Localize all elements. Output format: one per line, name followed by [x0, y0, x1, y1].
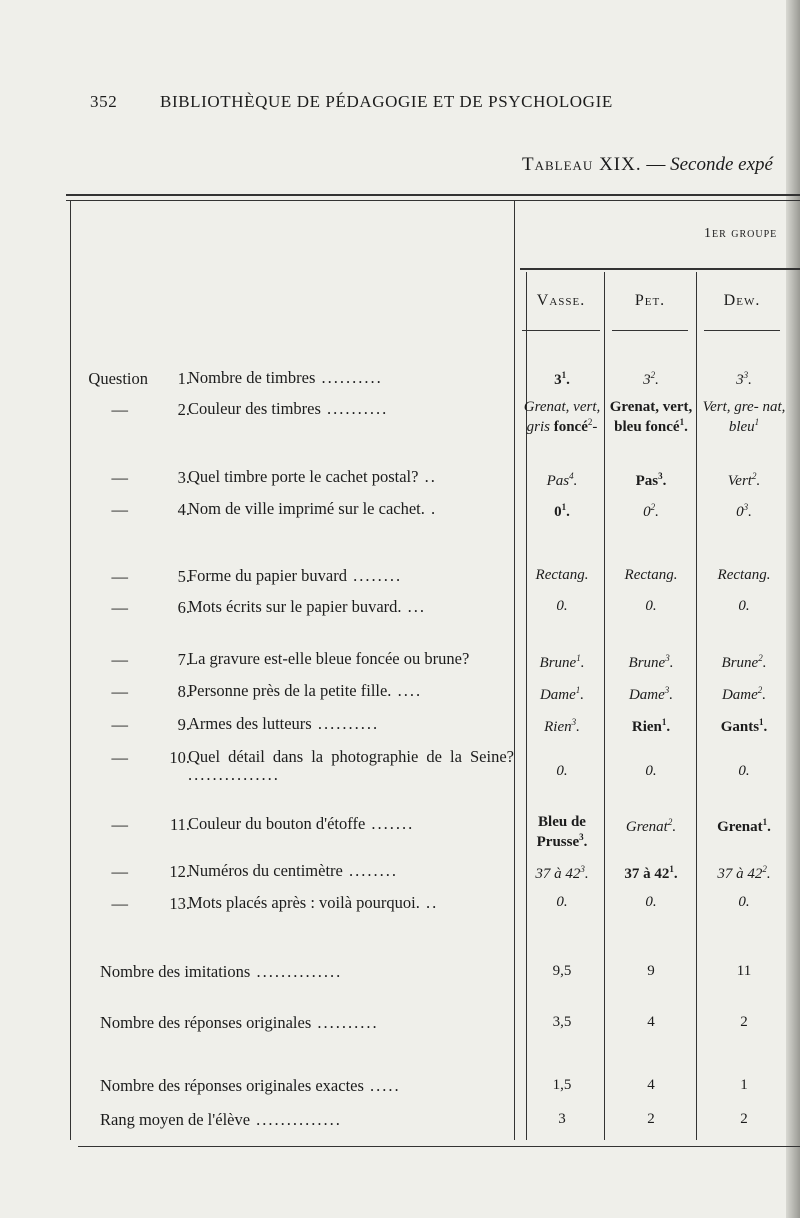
table-caption: [522, 154, 773, 176]
summary-value: 4: [647, 1014, 655, 1030]
cell-text: Dame: [628, 687, 665, 703]
question-dash: —: [111, 715, 128, 734]
footnote-rank: 2: [758, 653, 763, 663]
question-text-content: La gravure est-elle bleue foncée ou brune?: [188, 649, 470, 668]
running-head-title: BIBLIOTHÈQUE DE PÉDAGOGIE ET DE PSYCHOLOGIE: [160, 92, 613, 111]
question-dash: —: [111, 862, 128, 881]
question-text: [188, 468, 514, 486]
table-cell: [520, 764, 604, 779]
question-dash: —: [111, 598, 128, 617]
cell-punctuation: .: [576, 719, 580, 735]
footnote-rank: 1: [576, 653, 581, 663]
question-text-content: Nom de ville imprimé sur le cachet.: [188, 499, 425, 518]
table-cell: [608, 568, 694, 583]
footnote-rank: 3: [665, 653, 670, 663]
table-cell: [698, 500, 790, 520]
leader-dots: ........: [342, 861, 398, 880]
table-cell: [608, 764, 694, 779]
table-bottom-rule: [78, 1146, 800, 1147]
cell-punctuation: .: [669, 687, 674, 703]
question-text-content: Mots écrits sur le papier buvard.: [188, 597, 402, 616]
page-number: 352: [90, 92, 118, 111]
question-number: 1.: [177, 369, 190, 388]
question-text-content: Personne près de la petite fille.: [188, 681, 392, 700]
column-rule-3: [696, 272, 697, 1140]
table-cell: [608, 500, 694, 520]
question-text: [188, 682, 514, 700]
table-cell: [698, 599, 790, 614]
table-cell: [520, 368, 604, 388]
table-caption-dash: —: [646, 154, 666, 175]
cell-text-italic: Grenat, vert, gris: [523, 399, 601, 435]
table-cell: [520, 683, 604, 703]
cell-text: 0.: [645, 763, 657, 779]
summary-label: [100, 1013, 379, 1033]
question-text: [188, 598, 514, 616]
cell-punctuation: .: [573, 473, 578, 489]
cell-punctuation: .: [766, 866, 771, 882]
cell-punctuation: .: [756, 473, 761, 489]
cell-text: Grenat: [625, 819, 668, 835]
table-top-rule: [66, 194, 800, 196]
column-header-pet: Pet.: [634, 292, 666, 309]
cell-text: 3: [554, 372, 562, 388]
cell-text: 3: [643, 372, 651, 388]
cell-text: Grenat, vert, bleu foncé: [609, 399, 693, 435]
table-cell: [608, 683, 694, 703]
summary-value: 11: [736, 963, 752, 979]
cell-text: 0: [736, 504, 744, 520]
footnote-rank: 3: [580, 864, 585, 874]
question-text: [188, 748, 514, 784]
footnote-rank: 2: [650, 502, 656, 512]
leader-dots: .....: [363, 1076, 401, 1095]
summary-value: 2: [647, 1111, 655, 1127]
cell-text: 37 à 42: [535, 866, 581, 882]
cell-text-bold: foncé: [549, 419, 588, 435]
question-text-content: Couleur des timbres: [188, 399, 321, 418]
cell-punctuation: .: [580, 687, 585, 703]
footnote-rank: 1: [762, 817, 768, 827]
question-text: [188, 715, 514, 733]
question-dash: —: [111, 894, 128, 913]
question-text: [188, 650, 514, 668]
column-header-vasse: Vasse.: [536, 292, 586, 309]
question-number: 3.: [177, 468, 190, 487]
cell-text: 0.: [556, 763, 568, 779]
cell-text: Dame: [721, 687, 758, 703]
question-text: [188, 815, 514, 833]
leader-dots: ..............: [250, 962, 343, 981]
cell-text: 37 à 42: [624, 866, 670, 882]
cell-text: 0.: [645, 598, 657, 614]
footnote-rank: 1: [561, 370, 567, 380]
cell-text: 0.: [556, 598, 568, 614]
table-cell: [520, 568, 604, 583]
cell-text: 0: [554, 504, 562, 520]
cell-punctuation: .: [662, 473, 667, 489]
cell-punctuation: .: [669, 655, 674, 671]
leader-dots: ........: [347, 566, 403, 585]
table-cell: [520, 400, 604, 435]
cell-text: 3: [736, 372, 744, 388]
leader-dots: .......: [365, 814, 415, 833]
question-number: 13.: [169, 894, 190, 913]
table-cell: [698, 568, 790, 583]
footnote-rank: 2: [762, 864, 767, 874]
question-number: 4.: [177, 500, 190, 519]
question-text-content: Numéros du centimètre: [188, 861, 343, 880]
summary-label-text: Nombre des réponses originales: [100, 1013, 312, 1032]
question-text-content: Couleur du bouton d'étoffe: [188, 814, 366, 833]
question-text-content: Armes des lutteurs: [188, 714, 312, 733]
cell-text: Pas: [546, 473, 570, 489]
table-cell: [698, 715, 790, 735]
table-cell: [698, 764, 790, 779]
cell-text: Rectang.: [624, 567, 678, 583]
table-cell: [520, 815, 604, 850]
cell-punctuation: .: [580, 655, 585, 671]
summary-label-text: Rang moyen de l'élève: [100, 1110, 251, 1129]
cell-text: Rien: [544, 719, 572, 735]
cell-punctuation: -: [592, 419, 598, 435]
footnote-rank: 3: [579, 832, 584, 842]
question-text: [188, 500, 514, 518]
summary-value: 9: [647, 963, 655, 979]
table-cell: [698, 862, 790, 882]
cell-punctuation: .: [672, 819, 677, 835]
cell-punctuation: .: [684, 419, 688, 435]
cell-text: Gants: [720, 719, 760, 735]
table-cell: [698, 368, 790, 388]
footnote-rank: 2: [587, 417, 593, 427]
cell-punctuation: .: [673, 866, 678, 882]
table-cell: [698, 651, 790, 671]
question-text: [188, 862, 514, 880]
cell-text: Dame: [539, 687, 576, 703]
cell-text: 37 à 42: [717, 866, 763, 882]
question-text-content: Forme du papier buvard: [188, 566, 347, 585]
question-dash: —: [111, 682, 128, 701]
column-rule-2: [604, 272, 605, 1140]
cell-punctuation: .: [748, 372, 752, 388]
table-cell: [608, 599, 694, 614]
running-head: [90, 92, 613, 112]
question-text-content: Quel timbre porte le cachet postal?: [188, 467, 419, 486]
question-text-content: Mots placés après : voilà pourquoi.: [188, 893, 420, 912]
table-cell: [520, 500, 604, 520]
table-cell: [520, 469, 604, 489]
question-prefix: Question: [88, 369, 148, 388]
cell-text: 0.: [738, 763, 750, 779]
cell-text: 0.: [738, 598, 750, 614]
cell-punctuation: .: [655, 372, 659, 388]
table-caption-label: Tableau XIX.: [522, 154, 642, 175]
summary-value: 3,5: [552, 1014, 572, 1030]
footnote-rank: 3: [743, 502, 749, 512]
question-dash: —: [111, 815, 128, 834]
table-cell: [608, 862, 694, 882]
footnote-rank: 1: [759, 717, 764, 727]
summary-label-text: Nombre des imitations: [100, 962, 251, 981]
table-cell: [520, 599, 604, 614]
cell-text: Brune: [539, 655, 577, 671]
summary-value: 2: [740, 1111, 748, 1127]
leader-dots: ....: [391, 681, 423, 700]
cell-punctuation: .: [666, 719, 671, 735]
table-cell: [608, 368, 694, 388]
summary-label-text: Nombre des réponses originales exactes: [100, 1076, 364, 1095]
question-number: 10.: [169, 748, 190, 767]
leader-dots: ..: [418, 467, 437, 486]
leader-dots: ...: [401, 597, 427, 616]
table-caption-subtitle: Seconde expé: [670, 154, 773, 175]
leader-dots: ..........: [320, 399, 389, 418]
table-cell: [608, 400, 694, 435]
group-rule: [520, 268, 800, 270]
leader-dots: ..........: [311, 714, 380, 733]
leader-dots: ..........: [315, 368, 383, 387]
question-number: 5.: [177, 567, 190, 586]
question-dash: —: [111, 748, 128, 767]
question-text-content: Quel détail dans la photographie de la Seine?: [188, 747, 514, 766]
cell-text: Grenat: [717, 819, 763, 835]
question-number: 6.: [177, 598, 190, 617]
question-dash: —: [111, 468, 128, 487]
footnote-rank: 1: [669, 864, 674, 874]
cell-punctuation: .: [584, 866, 589, 882]
group-heading: 1er groupe: [704, 226, 778, 241]
table-cell: [520, 862, 604, 882]
table-cell: [698, 469, 790, 489]
question-text: [188, 894, 514, 912]
column-rule-questions: [514, 200, 515, 1140]
cell-text: 0.: [556, 894, 568, 910]
leader-dots: .: [424, 499, 438, 518]
column-header-dew: Dew.: [723, 292, 761, 309]
cell-text: 0.: [738, 894, 750, 910]
cell-punctuation: .: [566, 372, 570, 388]
cell-punctuation: .: [767, 819, 771, 835]
footnote-rank: 1: [561, 502, 567, 512]
table-cell: [608, 895, 694, 910]
cell-text: Pas: [635, 473, 659, 489]
table-cell: [698, 815, 790, 835]
summary-label: [100, 1110, 342, 1130]
footnote-rank: 2: [667, 817, 673, 827]
summary-label: [100, 962, 342, 982]
question-text: [188, 400, 514, 418]
summary-value: 9,5: [552, 963, 572, 979]
cell-text: Brune: [721, 655, 759, 671]
leader-dots: ..: [419, 893, 439, 912]
footnote-rank: 3: [743, 370, 749, 380]
cell-punctuation: .: [583, 834, 588, 850]
table-cell: [608, 651, 694, 671]
table-cell: [698, 683, 790, 703]
footnote-rank: 3: [571, 717, 577, 727]
summary-value: 4: [647, 1077, 655, 1093]
column-head-underline-3: [704, 330, 780, 331]
summary-value: 1,5: [552, 1077, 572, 1093]
summary-value: 3: [558, 1111, 566, 1127]
table-cell: [520, 715, 604, 735]
question-number: 8.: [177, 682, 190, 701]
footnote-rank: 1: [679, 417, 685, 427]
question-number: 12.: [169, 862, 190, 881]
question-number: 2.: [177, 400, 190, 419]
cell-text: Vert: [727, 473, 752, 489]
cell-punctuation: .: [655, 504, 659, 520]
summary-value: 1: [740, 1077, 748, 1093]
footnote-rank: 2: [751, 471, 757, 481]
question-number: 7.: [177, 650, 190, 669]
footnote-rank: 1: [754, 417, 760, 427]
question-text-content: Nombre de timbres: [188, 368, 316, 387]
leader-dots: ..............: [250, 1110, 342, 1129]
table-left-rule: [70, 200, 71, 1140]
table-cell: [608, 715, 694, 735]
table-cell: [698, 400, 790, 435]
cell-text: Rectang.: [717, 567, 771, 583]
cell-punctuation: .: [748, 504, 752, 520]
question-dash: —: [111, 500, 128, 519]
footnote-rank: 3: [664, 685, 670, 695]
table-cell: [608, 469, 694, 489]
column-head-underline-2: [612, 330, 688, 331]
question-dash: —: [111, 400, 128, 419]
cell-text: Rien: [631, 719, 662, 735]
question-text: [188, 369, 514, 387]
table-cell: [608, 815, 694, 835]
cell-text: 0: [643, 504, 651, 520]
cell-punctuation: .: [762, 655, 767, 671]
table-cell: [520, 895, 604, 910]
footnote-rank: 2: [757, 685, 763, 695]
table-cell: [520, 651, 604, 671]
cell-text: Vert, gre- nat, bleu: [702, 399, 786, 435]
footnote-rank: 4: [569, 471, 574, 481]
question-number: 11.: [169, 815, 190, 834]
footnote-rank: 1: [575, 685, 581, 695]
summary-label: [100, 1076, 401, 1096]
table-cell: [698, 895, 790, 910]
question-text: [188, 567, 514, 585]
cell-punctuation: .: [762, 687, 767, 703]
leader-dots: ..........: [311, 1013, 379, 1032]
footnote-rank: 3: [658, 471, 663, 481]
cell-text: Bleu de Prusse: [536, 814, 586, 850]
question-dash: —: [111, 650, 128, 669]
column-head-underline-1: [522, 330, 600, 331]
cell-punctuation: .: [566, 504, 570, 520]
cell-text: Rectang.: [535, 567, 589, 583]
cell-punctuation: .: [763, 719, 768, 735]
footnote-rank: 2: [650, 370, 656, 380]
question-number: 9.: [177, 715, 190, 734]
question-dash: —: [111, 567, 128, 586]
cell-text: Brune: [628, 655, 666, 671]
table-top-rule-thin: [66, 200, 800, 201]
cell-text: 0.: [645, 894, 657, 910]
footnote-rank: 1: [661, 717, 667, 727]
summary-value: 2: [740, 1014, 748, 1030]
leader-dots: ...............: [188, 765, 280, 784]
